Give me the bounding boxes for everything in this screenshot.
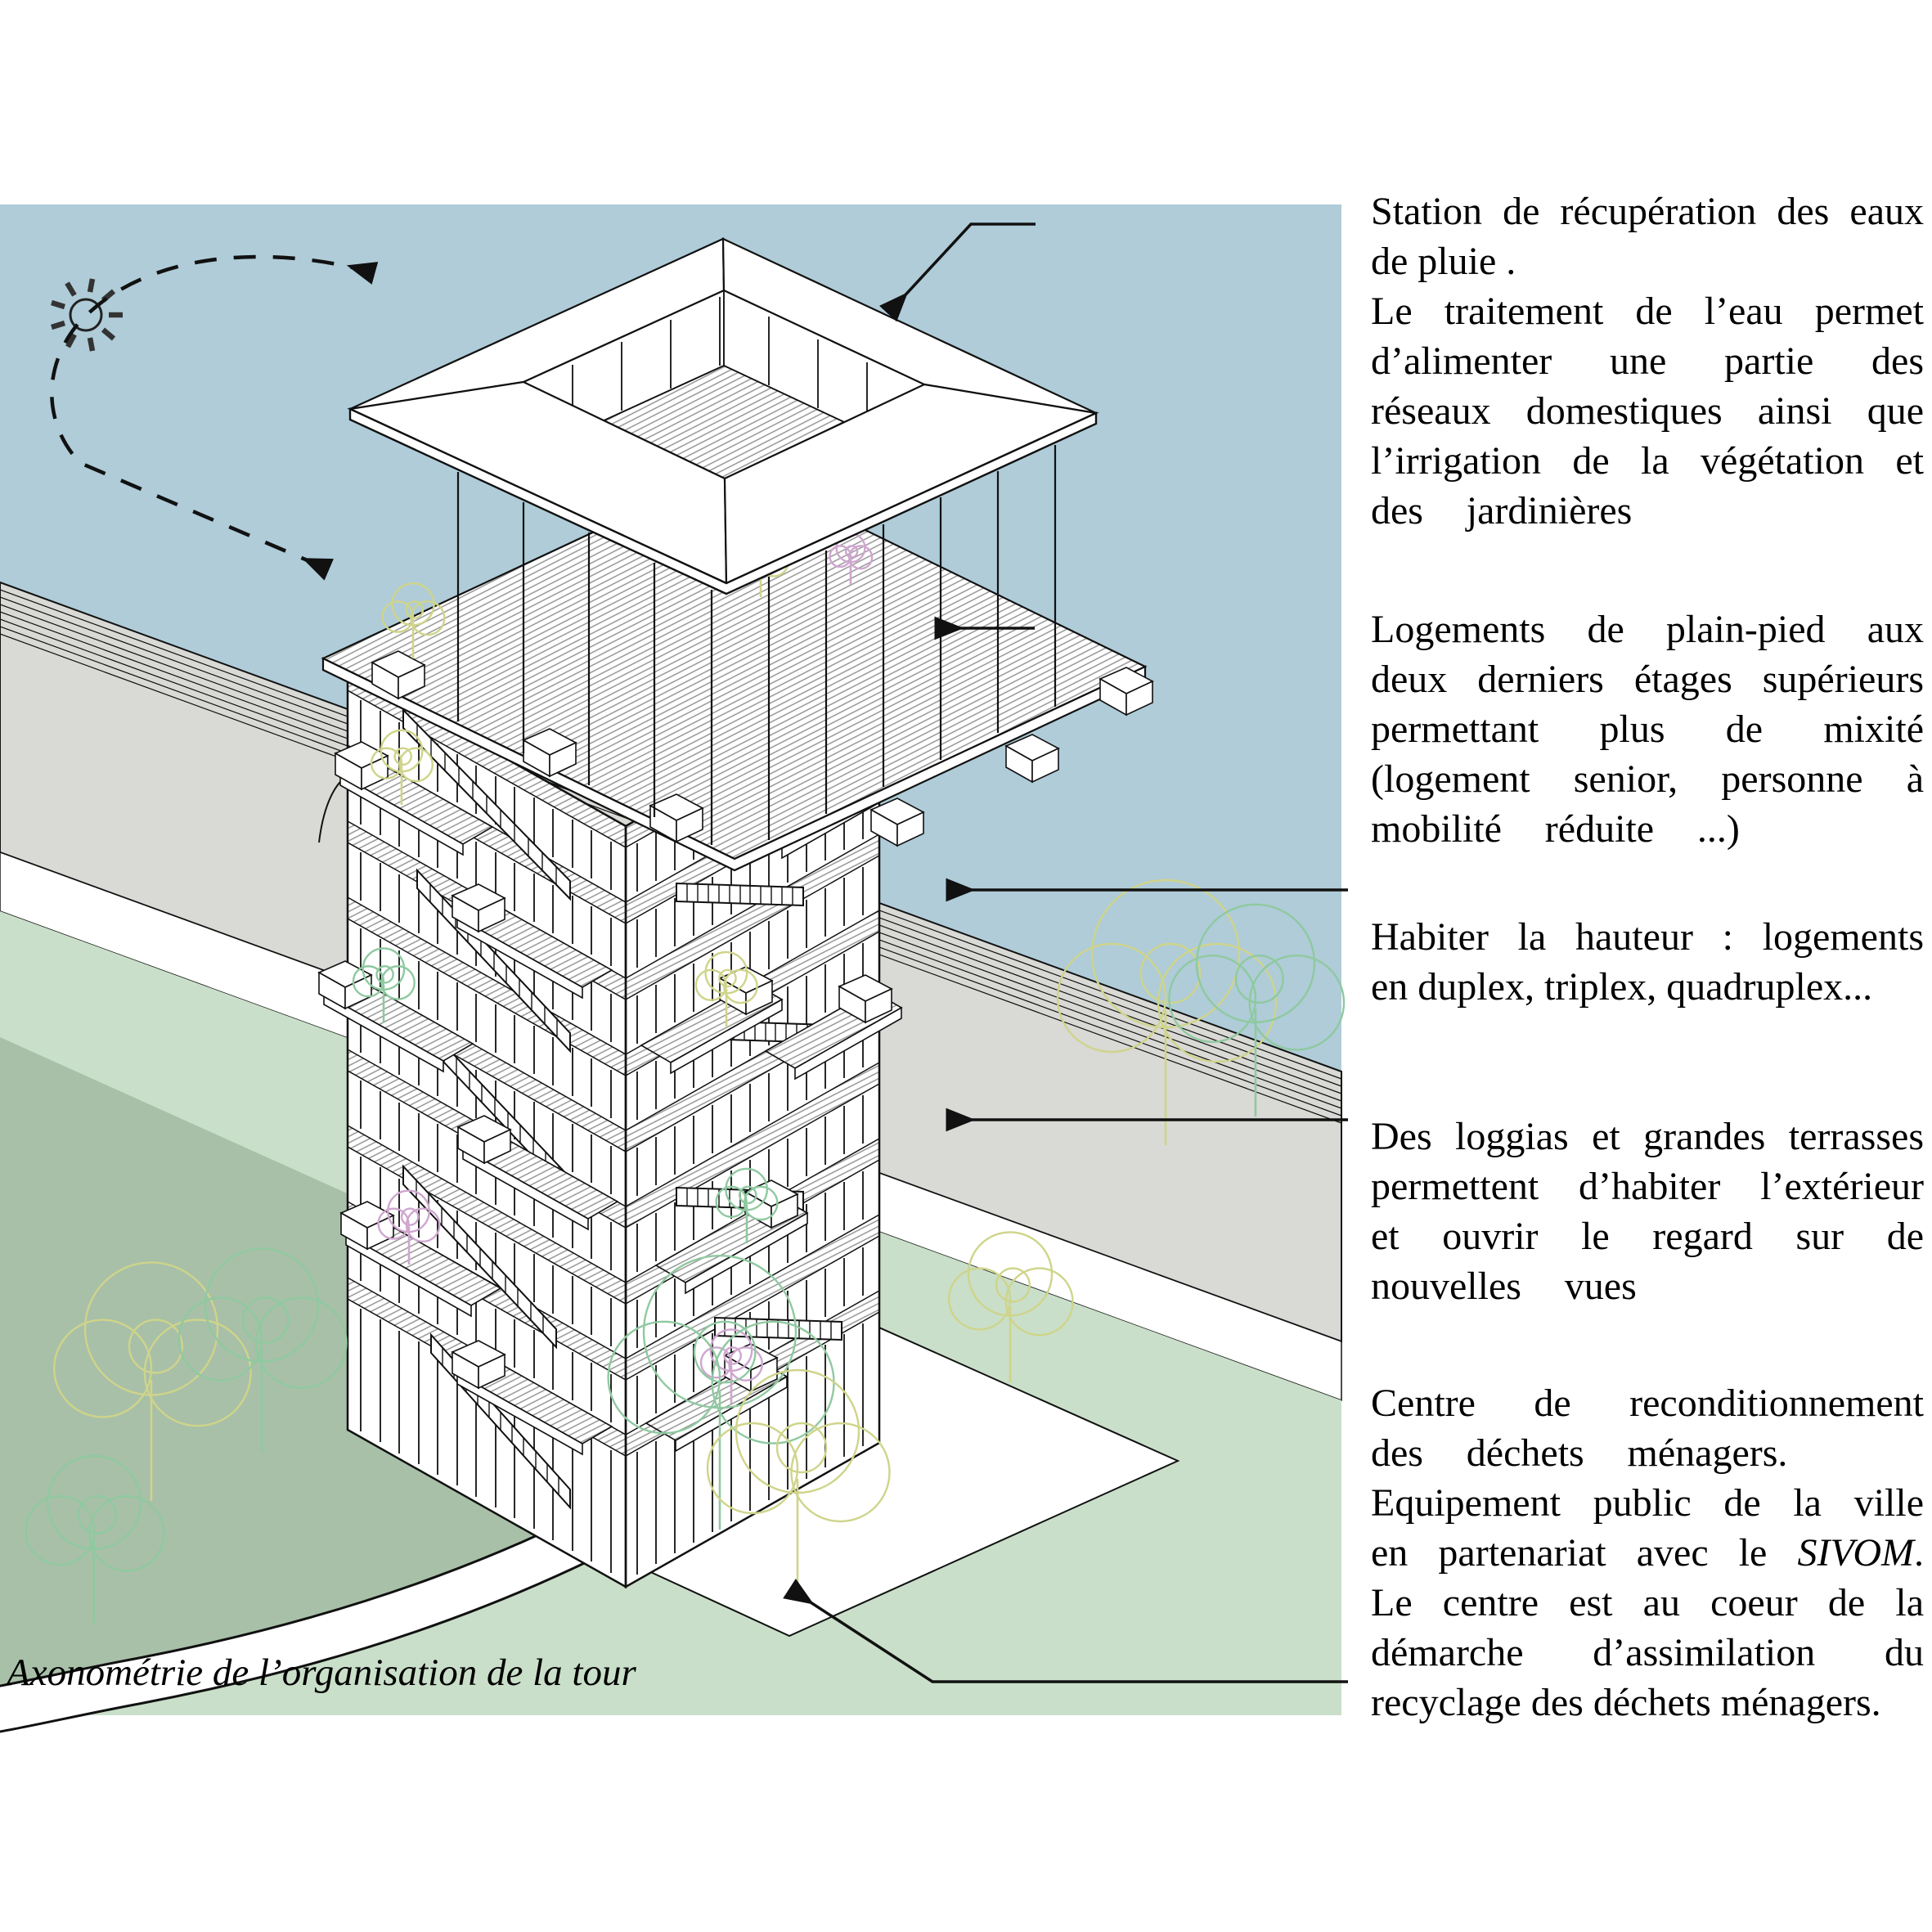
annotation-line: nouvelles vues	[1371, 1265, 1637, 1308]
annotation-line: (logement senior, personne à	[1371, 757, 1924, 801]
annotation-line: Logements de plain-pied aux	[1371, 608, 1924, 651]
annotation-line: d’alimenter une partie des	[1371, 339, 1924, 383]
annotation-line: permettent d’habiter l’extérieur	[1371, 1165, 1924, 1208]
annotation-line: Le centre est au coeur de la	[1371, 1581, 1924, 1624]
text-segment: .	[1914, 1531, 1924, 1575]
annotation-line: en duplex, triplex, quadruplex...	[1371, 965, 1873, 1009]
annotation-line: des déchets ménagers.	[1371, 1431, 1788, 1475]
annotation-line: Le traitement de l’eau permet	[1371, 290, 1924, 333]
annotation-line: Station de récupération des eaux	[1371, 190, 1924, 233]
text-segment: en partenariat avec le	[1371, 1531, 1798, 1575]
drawing-caption: Axonométrie de l’organisation de la tour	[7, 1651, 636, 1694]
annotation-line: de pluie .	[1371, 240, 1516, 283]
annotation-line: l’irrigation de la végétation et	[1371, 439, 1924, 483]
annotation-line: et ouvrir le regard sur de	[1371, 1215, 1924, 1258]
annotation-line: Des loggias et grandes terrasses	[1371, 1115, 1924, 1158]
annotation-line: démarche d’assimilation du	[1371, 1631, 1924, 1674]
annotation-line: Centre de reconditionnement	[1371, 1382, 1924, 1425]
annotation-line: permettant plus de mixité	[1371, 708, 1924, 751]
annotation-line: des jardinières	[1371, 489, 1633, 532]
annotation-line: Habiter la hauteur : logements	[1371, 915, 1924, 959]
annotation-line: deux derniers étages supérieurs	[1371, 658, 1924, 701]
annotation-line: recyclage des déchets ménagers.	[1371, 1681, 1881, 1724]
annotation-line: réseaux domestiques ainsi que	[1371, 389, 1924, 433]
sivom-italic: SIVOM	[1797, 1531, 1914, 1575]
annotation-line: mobilité réduite ...)	[1371, 807, 1740, 851]
annotation-line: Equipement public de la ville	[1371, 1481, 1924, 1525]
